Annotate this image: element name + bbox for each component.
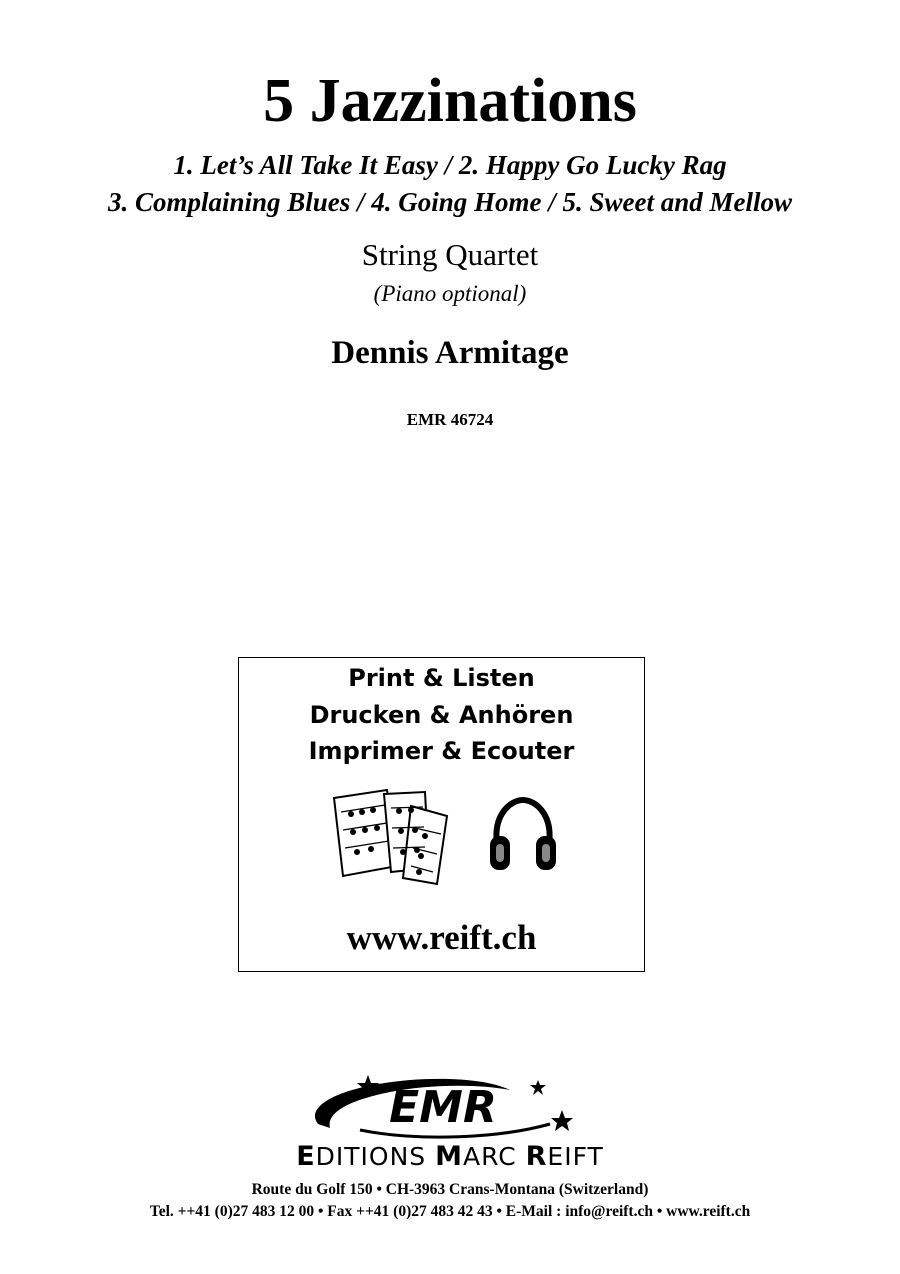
headphones-icon (487, 796, 559, 876)
publisher-contact: Tel. ++41 (0)27 483 12 00 • Fax ++41 (0)27 483 42 43 • E-Mail : info@reift.ch • www.reift.ch (149, 1203, 751, 1220)
publisher-name-part: DITIONS (315, 1142, 436, 1171)
print-listen-box (238, 657, 645, 972)
publisher-name-part: E (296, 1141, 316, 1172)
publisher-name-part: EIFT (547, 1142, 604, 1171)
website-link[interactable]: www.reift.ch (346, 918, 537, 957)
publisher-address: Route du Golf 150 • CH-3963 Crans-Montana (Switzerland) (251, 1181, 649, 1198)
promo-line-de: Drucken & Anhören (309, 701, 574, 729)
instrumentation: String Quartet (361, 237, 539, 272)
publisher-name-part: ARC (462, 1142, 526, 1171)
subtitle-line-1: 1. Let’s All Take It Easy / 2. Happy Go Lucky Rag (173, 150, 727, 180)
sheet-music-icon (329, 786, 459, 886)
composer-name: Dennis Armitage (331, 335, 569, 371)
promo-line-en: Print & Listen (348, 664, 535, 692)
catalog-number: EMR 46724 (406, 410, 494, 429)
publisher-name-part: M (435, 1141, 463, 1172)
publisher-name-part: R (525, 1141, 548, 1172)
instrumentation-note: (Piano optional) (373, 281, 527, 306)
score-title: 5 Jazzinations (263, 67, 637, 135)
emr-logo (300, 1072, 580, 1147)
publisher-name (0, 1141, 900, 1173)
promo-line-fr: Imprimer & Ecouter (308, 737, 575, 765)
subtitle-line-2: 3. Complaining Blues / 4. Going Home / 5. Sweet and Mellow (107, 187, 793, 217)
emr-logo-text: EMR (389, 1082, 497, 1133)
